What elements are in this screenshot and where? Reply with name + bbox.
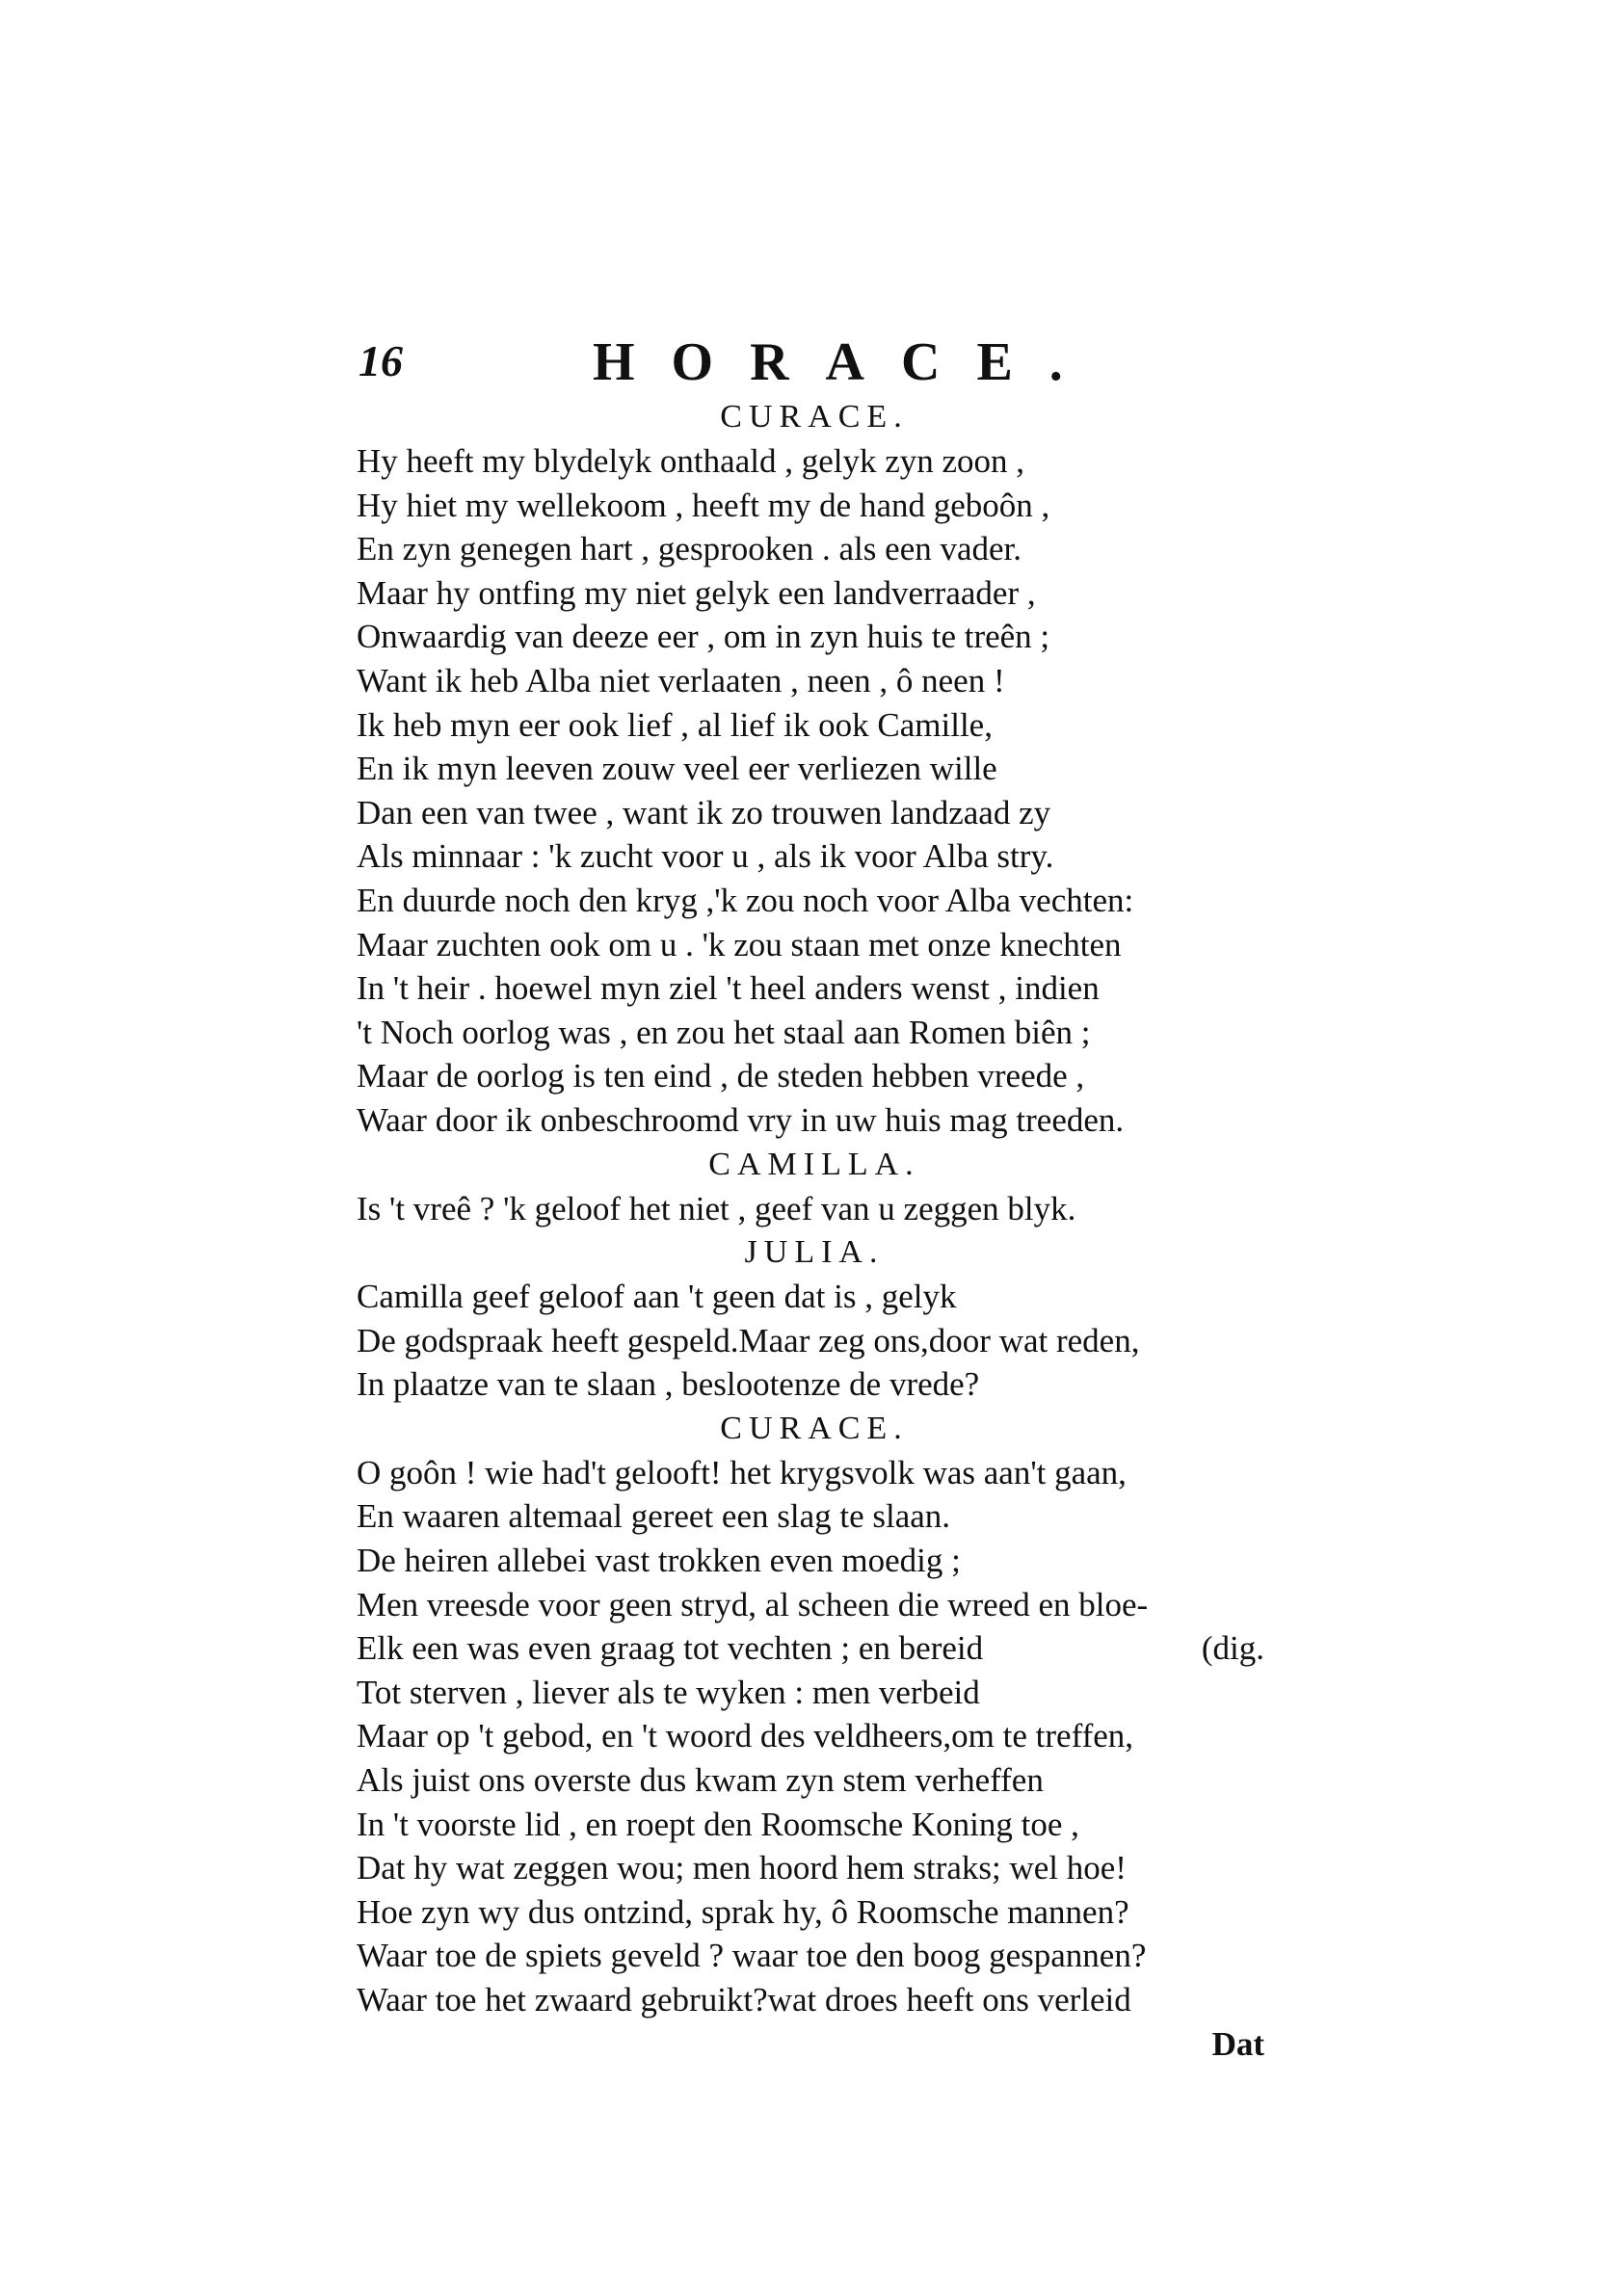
verse-line (357, 1011, 1272, 1055)
verse-line (357, 1054, 1272, 1098)
body-text (357, 395, 1272, 2022)
verse-line (357, 571, 1272, 616)
verse-line (357, 747, 1272, 791)
verse-line-text: En duurde noch den kryg ,'k zou noch voor Alba vechten: (357, 881, 1134, 919)
verse-line (357, 1362, 1272, 1407)
verse-line-text: En zyn genegen hart , gesprooken . als een vader. (357, 530, 1022, 568)
verse-line (357, 1187, 1272, 1231)
verse-line (357, 1890, 1272, 1935)
verse-line (357, 1451, 1272, 1495)
verse-line (357, 527, 1272, 571)
verse-line-text: De heiren allebei vast trokken even moedig ; (357, 1542, 961, 1580)
verse-line-text: Maar de oorlog is ten eind , de steden hebben vreede , (357, 1057, 1085, 1095)
page-header (357, 328, 1272, 395)
turnover-text: (dig. (1201, 1629, 1264, 1668)
verse-line-text: Waar toe de spiets geveld ? waar toe den boog gespannen? (357, 1937, 1147, 1975)
verse-line-text: Maar op 't gebod, en 't woord des veldheers,om te treffen, (357, 1717, 1134, 1755)
verse-line (357, 923, 1272, 967)
verse-line-text: Ik heb myn eer ook lief , al lief ik ook Camille, (357, 705, 993, 744)
verse-line-text: Men vreesde voor geen stryd, al scheen die wreed en bloe- (357, 1585, 1149, 1623)
verse-line (357, 834, 1272, 879)
verse-line (357, 791, 1272, 835)
verse-line-text: Elk een was even graag tot vechten ; en bereid (357, 1629, 984, 1668)
verse-line-text: Onwaardig van deeze eer , om in zyn huis te treên ; (357, 618, 1050, 656)
speaker-name: CURACE. (720, 399, 909, 435)
speaker-name: JULIA. (744, 1234, 885, 1271)
verse-line-text: Hy heeft my blydelyk onthaald , gelyk zyn zoon , (357, 442, 1025, 480)
verse-line (357, 1626, 1272, 1671)
verse-line-text: Is 't vreê ? 'k geloof het niet , geef van u zeggen blyk. (357, 1189, 1076, 1227)
running-title: HORACE. (593, 332, 1100, 392)
verse-line-text: Dan een van twee , want ik zo trouwen landzaad zy (357, 793, 1051, 831)
verse-line (357, 1846, 1272, 1890)
verse-line-text: Want ik heb Alba niet verlaaten , neen , ô neen ! (357, 661, 1005, 699)
verse-line-text: Maar zuchten ook om u . 'k zou staan met onze knechten (357, 925, 1122, 963)
verse-line-text: Maar hy ontfing my niet gelyk een landverraader , (357, 573, 1036, 612)
verse-line (357, 1803, 1272, 1847)
page (357, 328, 1272, 2067)
verse-line (357, 659, 1272, 703)
verse-line (357, 1714, 1272, 1758)
verse-line-text: 't Noch oorlog was , en zou het staal aan Romen biên ; (357, 1013, 1091, 1051)
verse-line (357, 879, 1272, 923)
catchword: Dat (1211, 2024, 1264, 2063)
verse-line (357, 484, 1272, 528)
verse-line (357, 439, 1272, 484)
verse-line-text: Waar toe het zwaard gebruikt?wat droes heeft ons verleid (357, 1981, 1131, 2019)
verse-line (357, 1758, 1272, 1803)
verse-line-text: Camilla geef geloof aan 't geen dat is , gelyk (357, 1278, 957, 1316)
verse-line (357, 1671, 1272, 1715)
verse-line-text: O goôn ! wie had't gelooft! het krygsvolk was aan't gaan, (357, 1453, 1127, 1491)
verse-line-text: In plaatze van te slaan , beslootenze de vrede? (357, 1365, 980, 1404)
verse-line-text: Dat hy wat zeggen wou; men hoord hem straks; wel hoe! (357, 1849, 1127, 1887)
speaker-name: CAMILLA. (708, 1146, 920, 1182)
verse-line-text: Als minnaar : 'k zucht voor u , als ik voor Alba stry. (357, 837, 1054, 876)
verse-line (357, 1934, 1272, 1978)
verse-line-text: En waaren altemaal gereet een slag te slaan. (357, 1497, 951, 1536)
verse-line-text: Hoe zyn wy dus ontzind, sprak hy, ô Roomsche mannen? (357, 1892, 1129, 1931)
verse-line-text: En ik myn leeven zouw veel eer verliezen wille (357, 750, 997, 788)
verse-line (357, 1275, 1272, 1319)
verse-line-text: Hy hiet my wellekoom , heeft my de hand geboôn , (357, 486, 1050, 524)
verse-line (357, 703, 1272, 748)
verse-line-text: In 't heir . hoewel myn ziel 't heel anders wenst , indien (357, 969, 1100, 1008)
verse-line (357, 1978, 1272, 2022)
verse-line (357, 1319, 1272, 1363)
speaker-name: CURACE. (720, 1410, 909, 1446)
verse-line-text: Waar door ik onbeschroomd vry in uw huis mag treeden. (357, 1100, 1125, 1139)
page-number: 16 (358, 336, 403, 385)
verse-line-text: De godspraak heeft gespeld.Maar zeg ons,door wat reden, (357, 1321, 1140, 1359)
verse-line (357, 1583, 1272, 1627)
verse-line (357, 1098, 1272, 1143)
verse-line (357, 1539, 1272, 1583)
verse-line-text: Als juist ons overste dus kwam zyn stem verheffen (357, 1761, 1044, 1800)
verse-line (357, 966, 1272, 1011)
verse-line-text: In 't voorste lid , en roept den Roomsche Koning toe , (357, 1805, 1079, 1843)
verse-line (357, 615, 1272, 659)
verse-line (357, 1494, 1272, 1539)
verse-line-text: Tot sterven , liever als te wyken : men verbeid (357, 1673, 980, 1711)
